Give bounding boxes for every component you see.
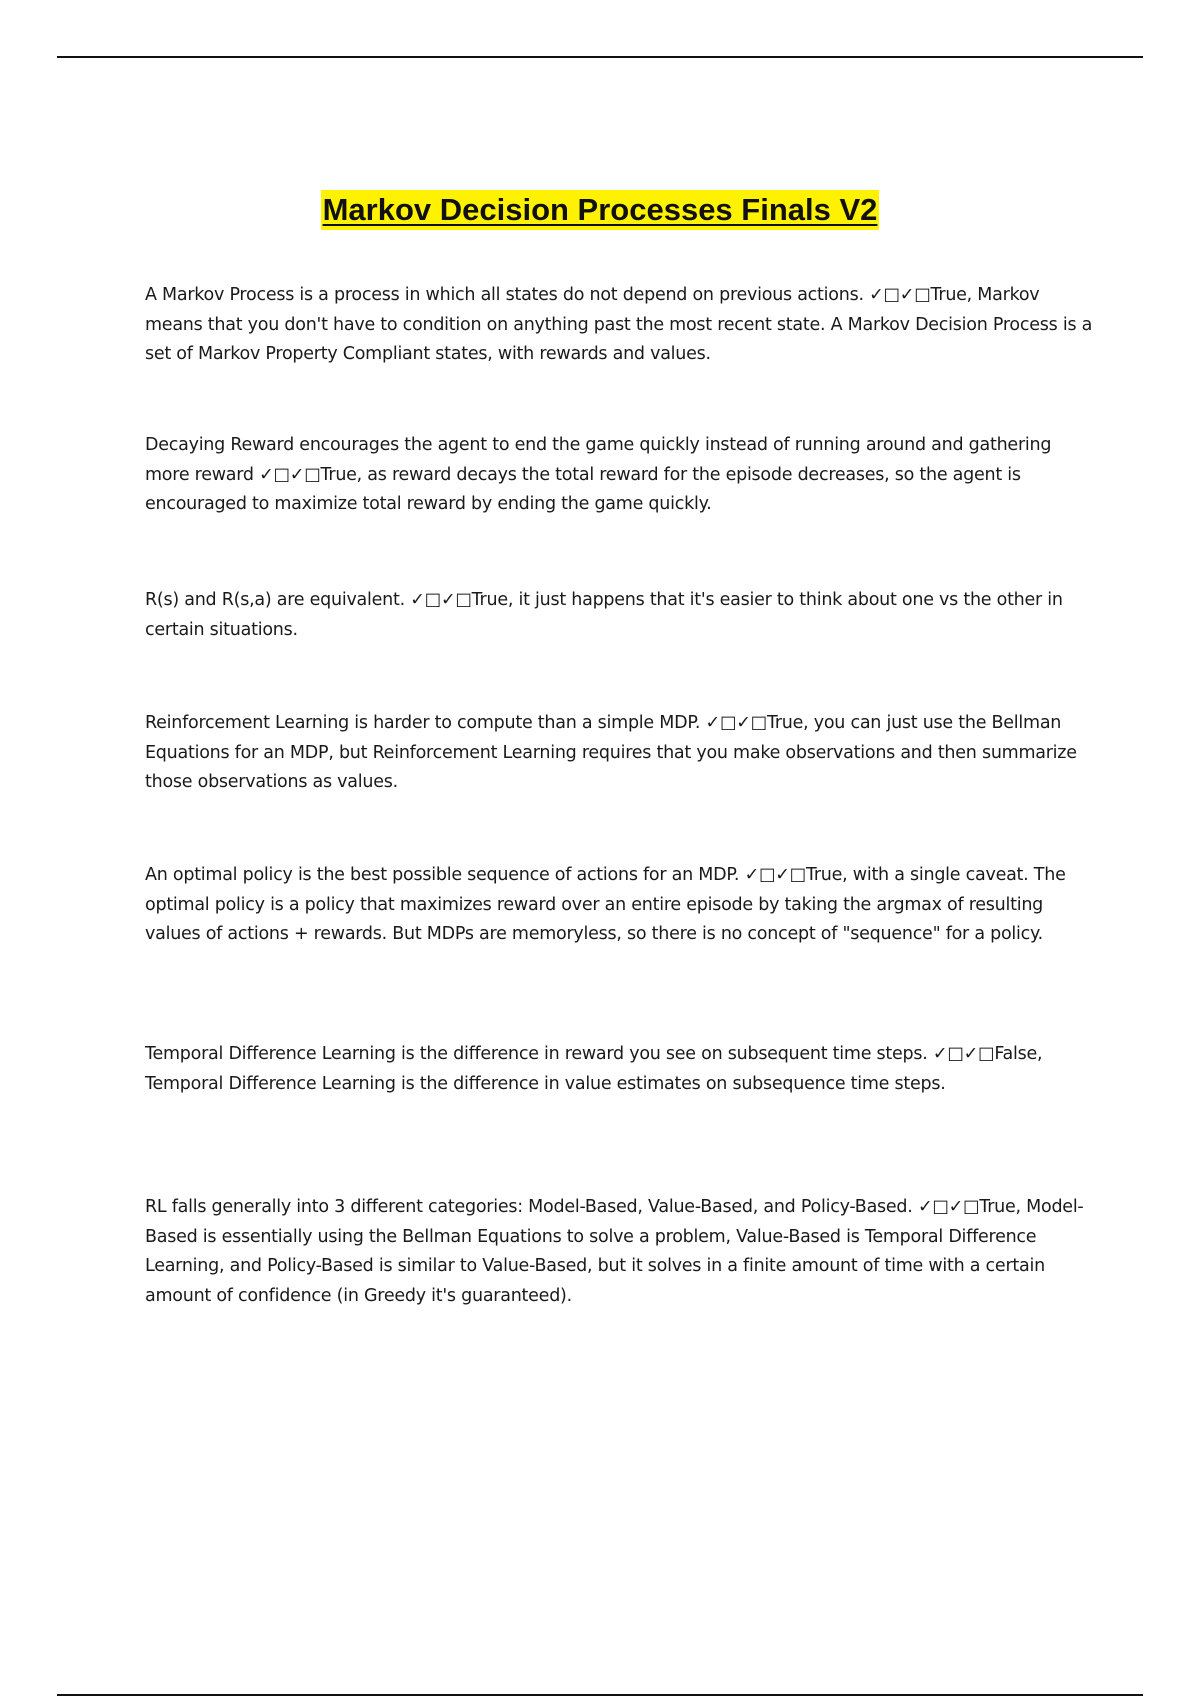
answer-text: False, Temporal Difference Learning is the difference in value estimates on subsequence time steps. [145,1044,1043,1094]
answer-text: True, Markov means that you don't have to condition on anything past the most recent state. A Markov Decision Process is a set of Markov Property Compliant states, with rewards and values. [145,285,1093,364]
bottom-divider [57,1694,1143,1696]
qa-item-2 [145,431,1100,520]
page-title: Markov Decision Processes Finals V2 [321,190,880,230]
question-text: A Markov Process is a process in which all states do not depend on previous actions. [145,285,864,305]
question-text: Reinforcement Learning is harder to compute than a simple MDP. [145,713,701,733]
answer-text: True, Model-Based is essentially using the Bellman Equations to solve a problem, Value-Based is Temporal Difference Learning, and Policy-Based is similar to Value-Based, but it solves in a finite amount of time with a certain amount of confidence (in Greedy it's guaranteed). [145,1197,1084,1306]
check-marker: ✓□✓□ [259,464,321,485]
top-divider [57,56,1143,58]
check-marker: ✓□✓□ [744,865,806,885]
answer-text: True, as reward decays the total reward for the episode decreases, so the agent is encouraged to maximize total reward by ending the game quickly. [145,464,1021,514]
question-text: An optimal policy is the best possible sequence of actions for an MDP. [145,865,740,885]
qa-item-1 [145,281,1100,370]
check-marker: ✓□✓□ [932,1044,995,1064]
check-marker: ✓□✓□ [917,1197,980,1217]
title-container [0,190,1200,230]
qa-item-3 [145,586,1100,645]
check-marker: ✓□✓□ [410,590,472,610]
qa-item-7 [145,1193,1100,1311]
qa-item-4 [145,709,1100,798]
question-text: Decaying Reward encourages the agent to end the game quickly instead of running around and gathering more reward [145,435,1052,485]
answer-text: True, it just happens that it's easier to think about one vs the other in certain situations. [145,590,1063,640]
qa-item-5 [145,861,1100,950]
answer-text: True, with a single caveat. The optimal policy is a policy that maximizes reward over an entire episode by taking the argmax of resulting values of actions + rewards. But MDPs are memoryless, so there is no concept of "sequence" for a policy. [145,865,1066,944]
qa-item-6 [145,1040,1100,1099]
question-text: R(s) and R(s,a) are equivalent. [145,590,405,610]
question-text: Temporal Difference Learning is the difference in reward you see on subsequent time steps. [145,1044,928,1064]
question-text: RL falls generally into 3 different categories: Model-Based, Value-Based, and Policy-Based. [145,1197,913,1217]
check-marker: ✓□✓□ [705,713,767,733]
answer-text: True, you can just use the Bellman Equations for an MDP, but Reinforcement Learning requires that you make observations and then summarize those observations as values. [145,713,1077,792]
check-marker: ✓□✓□ [869,285,931,305]
